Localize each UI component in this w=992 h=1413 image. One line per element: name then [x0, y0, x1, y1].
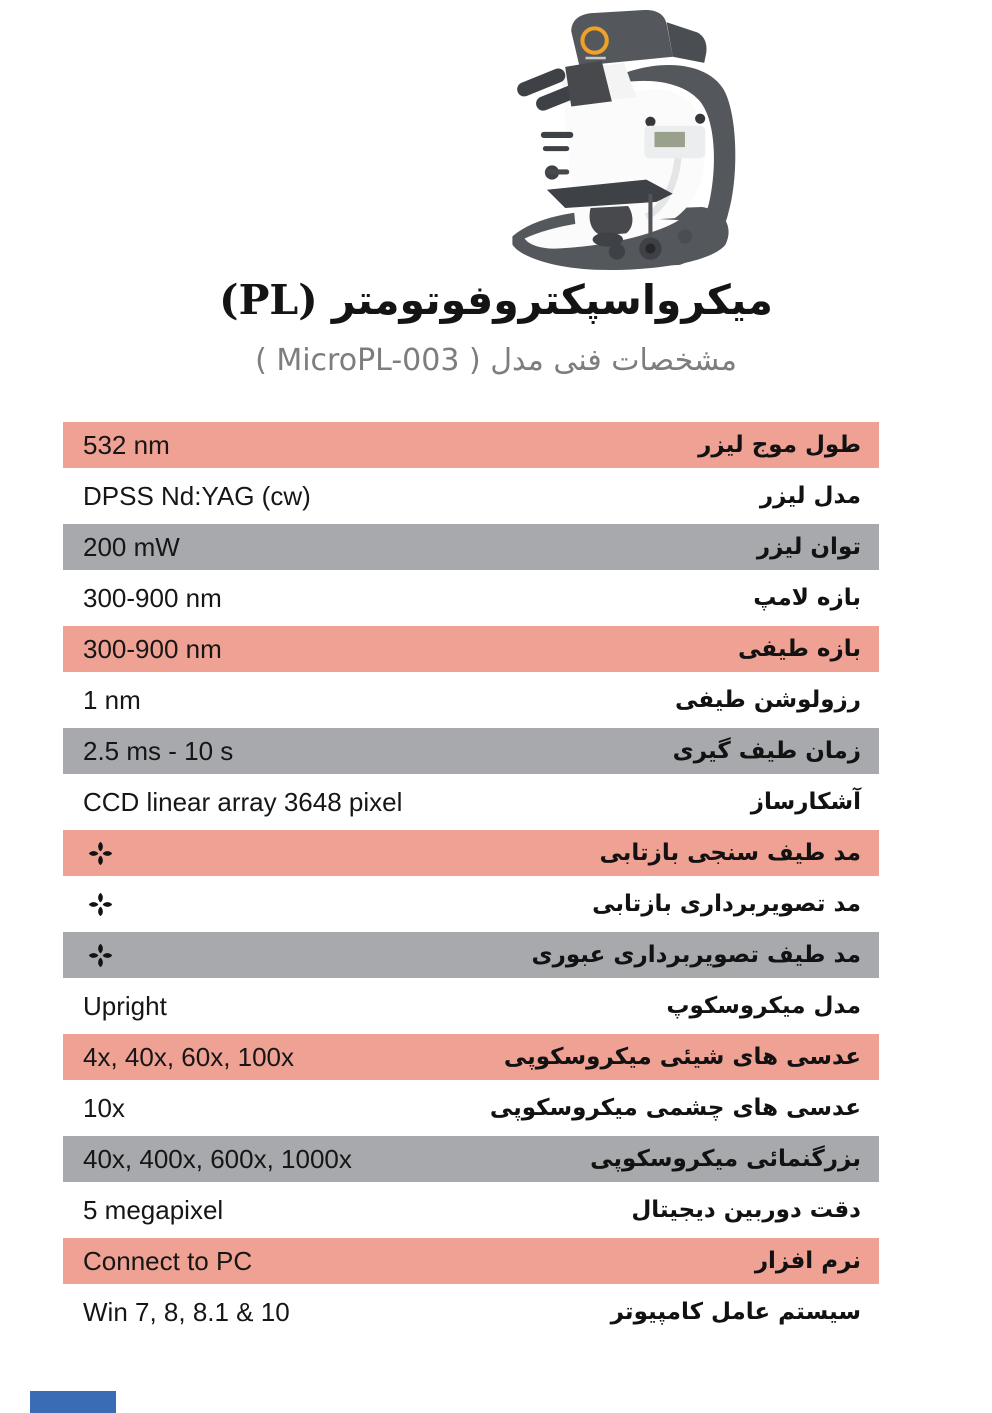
spec-value: 200 mW — [83, 531, 180, 562]
footer-accent-bar — [30, 1391, 116, 1413]
mode-check-icon — [87, 840, 114, 867]
page-title — [0, 276, 992, 324]
table-row — [63, 983, 879, 1029]
spec-value — [63, 840, 114, 867]
table-row — [63, 1034, 879, 1080]
spec-value: Connect to PC — [83, 1245, 253, 1276]
spec-value: 532 nm — [83, 429, 170, 460]
spec-label: بازه طیفی — [738, 636, 861, 662]
table-row — [63, 830, 879, 876]
table-row — [63, 473, 879, 519]
table-row — [63, 1187, 879, 1233]
spec-value: Upright — [83, 990, 167, 1021]
table-row — [63, 575, 879, 621]
table-row — [63, 1289, 879, 1335]
table-row — [63, 677, 879, 723]
spec-label: عدسی های چشمی میکروسکوپی — [489, 1095, 861, 1121]
spec-label: مدل لیزر — [759, 483, 861, 509]
table-row — [63, 1238, 879, 1284]
spec-label: سیستم عامل کامپیوتر — [610, 1299, 861, 1325]
spec-value: DPSS Nd:YAG (cw) — [83, 480, 311, 511]
table-row — [63, 1136, 879, 1182]
spec-value: 4x, 40x, 60x, 100x — [83, 1041, 295, 1072]
spec-value: 2.5 ms - 10 s — [83, 735, 234, 766]
spec-value: 5 megapixel — [83, 1194, 224, 1225]
spec-label: دقت دوربین دیجیتال — [631, 1197, 861, 1223]
microscope-illustration — [492, 4, 750, 276]
spec-label: مد طیف تصویربرداری عبوری — [531, 942, 861, 968]
spec-value: 40x, 400x, 600x, 1000x — [83, 1143, 352, 1174]
table-row — [63, 779, 879, 825]
spec-label: بازه لامپ — [753, 585, 861, 611]
spec-value: 1 nm — [83, 684, 141, 715]
spec-value: CCD linear array 3648 pixel — [83, 786, 403, 817]
spec-table — [63, 422, 879, 1340]
spec-value — [63, 891, 114, 918]
spec-value: 10x — [83, 1092, 125, 1123]
table-row — [63, 422, 879, 468]
page-title-fa: میکرواسپکتروفوتومتر — [331, 276, 773, 324]
spec-label: نرم افزار — [754, 1248, 861, 1274]
spec-label: آشکارساز — [750, 789, 861, 815]
spec-label: مدل میکروسکوپ — [666, 993, 861, 1019]
mode-check-icon — [87, 942, 114, 969]
table-row — [63, 1085, 879, 1131]
page-title-model-code: (PL) — [219, 276, 318, 324]
spec-label: عدسی های شیئی میکروسکوپی — [503, 1044, 861, 1070]
spec-value: 300-900 nm — [83, 633, 222, 664]
page-subtitle: مشخصات فنی مدل ( MicroPL-003 ) — [255, 343, 737, 378]
mode-check-icon — [87, 891, 114, 918]
spec-label: توان لیزر — [756, 534, 861, 560]
spec-label: مد تصویربرداری بازتابی — [592, 891, 861, 917]
spec-label: مد طیف سنجی بازتابی — [599, 840, 861, 866]
table-row — [63, 728, 879, 774]
table-row — [63, 932, 879, 978]
table-row — [63, 881, 879, 927]
spec-label: طول موج لیزر — [698, 432, 861, 458]
spec-label: رزولوشن طیفی — [674, 687, 861, 713]
spec-value — [63, 942, 114, 969]
spec-label: بزرگنمائی میکروسکوپی — [590, 1146, 861, 1172]
spec-label: زمان طیف گیری — [672, 738, 861, 764]
table-row — [63, 524, 879, 570]
spec-value: Win 7, 8, 8.1 & 10 — [83, 1296, 290, 1327]
spec-value: 300-900 nm — [83, 582, 222, 613]
table-row — [63, 626, 879, 672]
